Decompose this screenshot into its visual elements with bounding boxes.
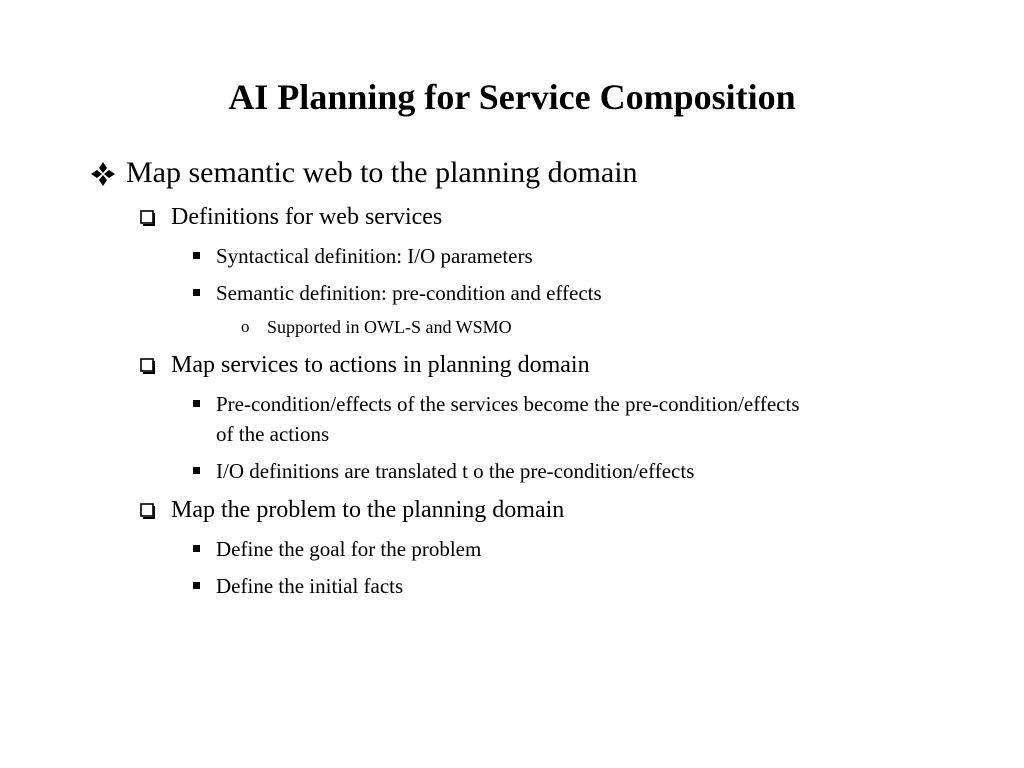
- bullet-item-1: [90, 155, 638, 191]
- bullet-text: Definitions for web services: [171, 204, 443, 230]
- box-icon: [140, 210, 156, 226]
- bullet-item-10: [190, 534, 481, 564]
- bullet-text: Map the problem to the planning domain: [171, 497, 565, 523]
- bullet-item-5: [241, 315, 512, 339]
- diamond-icon: [90, 161, 116, 187]
- circle-bullet: o: [241, 317, 250, 336]
- bullet-item-6: [140, 350, 590, 380]
- square-icon: [193, 400, 200, 407]
- bullet-item-2: [140, 202, 442, 232]
- square-icon: [193, 289, 200, 296]
- square-icon: [193, 252, 200, 259]
- bullet-item-9: [140, 495, 564, 525]
- bullet-text: Map semantic web to the planning domain: [126, 156, 638, 189]
- bullet-text-continuation: of the actions: [216, 422, 330, 446]
- box-icon: [140, 503, 156, 519]
- bullet-item-11: [190, 571, 403, 601]
- bullet-text: I/O definitions are translated t o the pre-condition/effects: [216, 459, 695, 483]
- bullet-text: Syntactical definition: I/O parameters: [216, 244, 533, 268]
- bullet-text: Define the goal for the problem: [216, 537, 482, 561]
- bullet-text: Map services to actions in planning domain: [171, 352, 590, 378]
- bullet-text: Define the initial facts: [216, 574, 404, 598]
- bullet-item-7: [190, 389, 800, 449]
- bullet-text: Semantic definition: pre-condition and effects: [216, 281, 602, 305]
- bullet-item-8: [190, 456, 694, 486]
- bullet-text: Pre-condition/effects of the services become the pre-condition/effects: [216, 392, 800, 416]
- square-icon: [193, 582, 200, 589]
- slide-title: AI Planning for Service Composition: [228, 77, 796, 117]
- bullet-item-3: [190, 241, 533, 271]
- box-icon: [140, 358, 156, 374]
- bullet-text: Supported in OWL-S and WSMO: [267, 317, 512, 337]
- bullet-item-4: [190, 278, 602, 308]
- square-icon: [193, 545, 200, 552]
- square-icon: [193, 467, 200, 474]
